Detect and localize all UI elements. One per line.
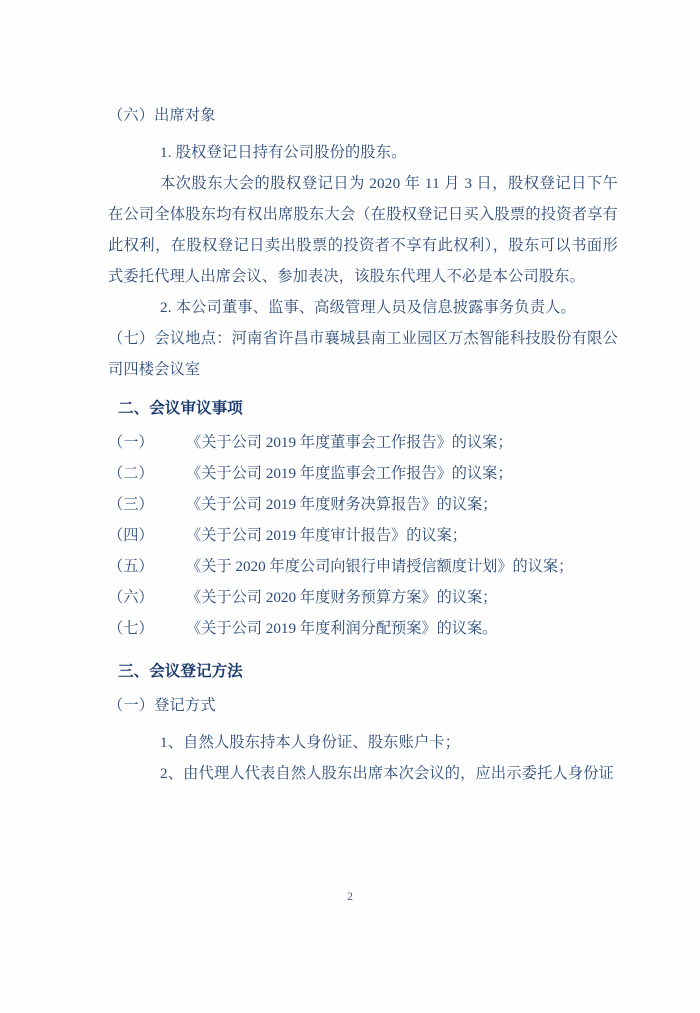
agenda-item-label: （四） — [108, 527, 154, 544]
registration-heading: 三、会议登记方法 — [118, 663, 243, 680]
agenda-item — [108, 551, 618, 582]
agenda-item-text: 《关于公司 2019 年度财务决算报告》的议案； — [186, 496, 498, 513]
agenda-item-label: （二） — [108, 465, 154, 482]
agenda-item — [108, 489, 618, 520]
document-body — [108, 100, 618, 789]
meeting-location: （七）会议地点：河南省许昌市襄城县南工业园区万杰智能科技股份有限公司四楼会议室 — [108, 330, 618, 378]
attendees-title: （六）出席对象 — [108, 107, 216, 124]
agenda-item-text: 《关于 2020 年度公司向银行申请授信额度计划》的议案； — [186, 558, 574, 575]
registration-item-2: 2、由代理人代表自然人股东出席本次会议的，应出示委托人身份证 — [160, 765, 615, 782]
agenda-item-label: （三） — [108, 496, 154, 513]
agenda-item — [108, 520, 618, 551]
agenda-item — [108, 613, 618, 644]
page-number: 2 — [347, 889, 353, 903]
spacer — [108, 644, 618, 654]
agenda-item-text: 《关于公司 2019 年度审计报告》的议案； — [186, 527, 467, 544]
attendees-item-2: 2. 本公司董事、监事、高级管理人员及信息披露事务负责人。 — [160, 299, 576, 316]
agenda-item — [108, 582, 618, 613]
registration-item-1: 1、自然人股东持本人身份证、股东账户卡； — [160, 734, 461, 751]
agenda-item-label: （七） — [108, 620, 154, 637]
agenda-item-label: （五） — [108, 558, 154, 575]
agenda-item — [108, 458, 618, 489]
agenda-item-text: 《关于公司 2019 年度利润分配预案》的议案。 — [186, 620, 498, 637]
agenda-heading: 二、会议审议事项 — [118, 400, 243, 417]
agenda-item-label: （六） — [108, 589, 154, 606]
agenda-item-text: 《关于公司 2019 年度董事会工作报告》的议案； — [186, 434, 513, 451]
attendees-paragraph-1: 本次股东大会的股权登记日为 2020 年 11 月 3 日，股权登记日下午在公司全体股东均有权出席股东大会（在股权登记日买入股票的投资者享有此权利，在股权登记日卖出股票的投资者不享有此权利），股东可以书面形式委托代理人出席会议、参加表决，该股东代理人不必是本公司股东。 — [108, 175, 618, 285]
registration-subheading: （一）登记方式 — [108, 697, 216, 714]
agenda-item — [108, 427, 618, 458]
agenda-item-label: （一） — [108, 434, 154, 451]
attendees-item-1: 1. 股权登记日持有公司股份的股东。 — [160, 144, 407, 161]
agenda-item-text: 《关于公司 2020 年度财务预算方案》的议案； — [186, 589, 498, 606]
agenda-item-text: 《关于公司 2019 年度监事会工作报告》的议案； — [186, 465, 513, 482]
